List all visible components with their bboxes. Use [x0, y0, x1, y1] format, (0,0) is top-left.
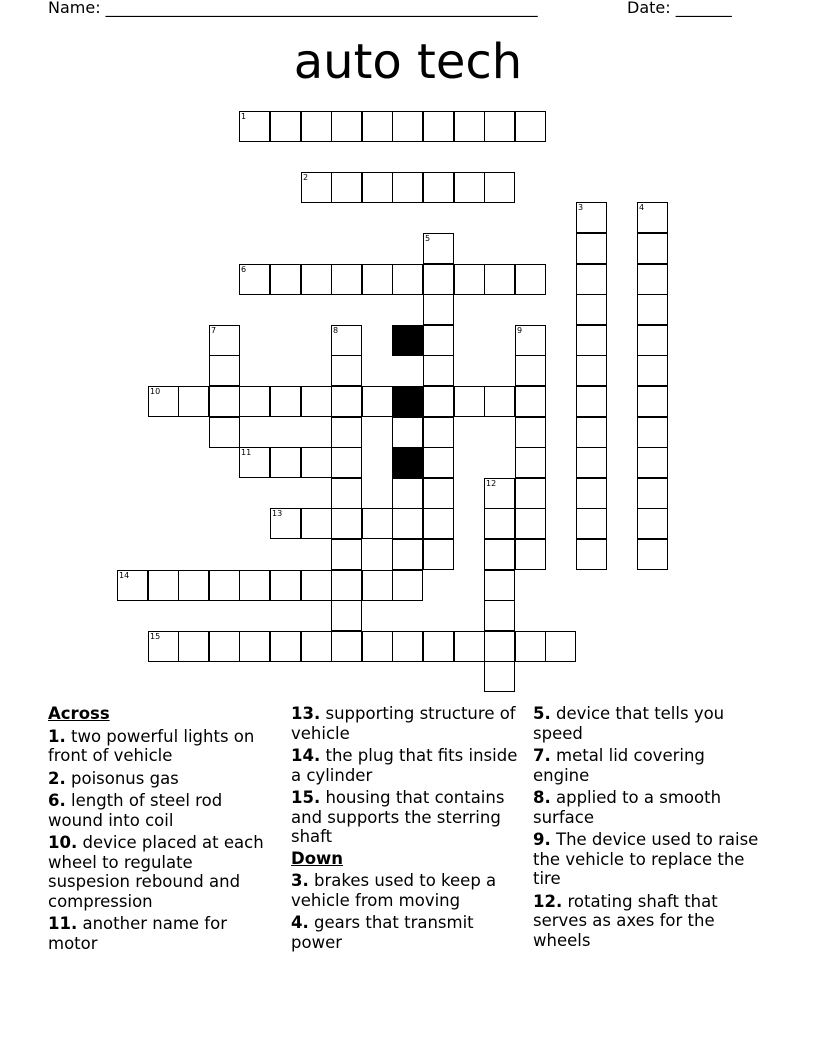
crossword-cell[interactable]: [331, 631, 362, 662]
crossword-cell[interactable]: [331, 447, 362, 478]
crossword-cell[interactable]: [392, 631, 423, 662]
crossword-cell[interactable]: [148, 386, 179, 417]
cell-number: 10: [150, 387, 161, 396]
crossword-cell[interactable]: [270, 570, 301, 601]
clue-down-4: 4. gears that transmit power: [291, 913, 474, 952]
cell-number: 6: [241, 265, 247, 274]
clue-across-1: 1. two powerful lights on front of vehicle: [48, 726, 255, 765]
crossword-cell[interactable]: [392, 111, 423, 142]
crossword-cell[interactable]: [423, 417, 454, 448]
clues-column-1: [48, 702, 278, 953]
crossword-cell[interactable]: [576, 264, 607, 295]
crossword-cell[interactable]: [484, 264, 515, 295]
crossword-cell[interactable]: [637, 539, 668, 570]
crossword-cell[interactable]: [270, 111, 301, 142]
across-heading: Across: [48, 704, 110, 723]
crossword-cell[interactable]: [454, 111, 485, 142]
crossword-cell[interactable]: [484, 478, 515, 509]
crossword-cell[interactable]: [576, 508, 607, 539]
crossword-cell[interactable]: [637, 264, 668, 295]
crossword-cell[interactable]: [362, 111, 393, 142]
crossword-cell[interactable]: [209, 355, 240, 386]
crossword-cell[interactable]: [239, 570, 270, 601]
crossword-cell[interactable]: [576, 417, 607, 448]
crossword-cell[interactable]: [301, 570, 332, 601]
crossword-cell[interactable]: [362, 631, 393, 662]
cell-number: 11: [241, 448, 252, 457]
crossword-cell[interactable]: [239, 386, 270, 417]
crossword-cell[interactable]: [362, 386, 393, 417]
crossword-cell[interactable]: [515, 631, 546, 662]
crossword-cell[interactable]: [423, 264, 454, 295]
crossword-cell[interactable]: [576, 294, 607, 325]
clue-across-15: 15. housing that contains and supports the sterring shaft: [291, 788, 505, 846]
clue-across-13: 13. supporting structure of vehicle: [291, 704, 516, 743]
crossword-cell[interactable]: [515, 508, 546, 539]
cell-number: 1: [241, 112, 247, 121]
crossword-cell[interactable]: [331, 508, 362, 539]
crossword-cell[interactable]: [178, 631, 209, 662]
crossword-cell[interactable]: [331, 325, 362, 356]
cell-number: 9: [517, 326, 523, 335]
down-heading: Down: [291, 848, 344, 868]
crossword-cell[interactable]: [270, 631, 301, 662]
crossword-cell[interactable]: [423, 386, 454, 417]
clue-down-5: 5. device that tells you speed: [533, 704, 725, 743]
crossword-cell[interactable]: [637, 355, 668, 386]
crossword-cell[interactable]: [331, 172, 362, 203]
crossword-cell[interactable]: [454, 172, 485, 203]
crossword-cell[interactable]: [392, 539, 423, 570]
clue-down-9: 9. The device used to raise the vehicle to replace the tire: [533, 830, 759, 888]
crossword-cell[interactable]: [484, 600, 515, 631]
cell-number: 7: [211, 326, 217, 335]
crossword-cell[interactable]: [423, 508, 454, 539]
cell-number: 8: [333, 326, 339, 335]
crossword-cell[interactable]: [637, 508, 668, 539]
crossword-cell[interactable]: [148, 570, 179, 601]
crossword-cell[interactable]: [515, 111, 546, 142]
crossword-cell[interactable]: [209, 631, 240, 662]
crossword-cell[interactable]: [392, 478, 423, 509]
crossword-cell[interactable]: [362, 264, 393, 295]
crossword-cell[interactable]: [576, 325, 607, 356]
crossword-cell[interactable]: [392, 417, 423, 448]
crossword-cell[interactable]: [362, 172, 393, 203]
crossword-cell[interactable]: [239, 631, 270, 662]
crossword-cell[interactable]: [270, 264, 301, 295]
crossword-cell[interactable]: [423, 447, 454, 478]
crossword-cell[interactable]: [576, 447, 607, 478]
crossword-cell[interactable]: [301, 111, 332, 142]
crossword-cell[interactable]: [454, 264, 485, 295]
crossword-cell[interactable]: [178, 386, 209, 417]
crossword-cell[interactable]: [637, 233, 668, 264]
crossword-cell[interactable]: [209, 417, 240, 448]
crossword-cell[interactable]: [423, 355, 454, 386]
crossword-cell[interactable]: [423, 111, 454, 142]
crossword-cell[interactable]: [637, 202, 668, 233]
crossword-cell[interactable]: [239, 264, 270, 295]
page-title: auto tech: [293, 34, 523, 90]
crossword-cell[interactable]: [484, 386, 515, 417]
crossword-cell[interactable]: [392, 508, 423, 539]
crossword-cell[interactable]: [239, 111, 270, 142]
crossword-cell[interactable]: [484, 570, 515, 601]
crossword-cell[interactable]: [331, 478, 362, 509]
cell-number: 13: [272, 509, 283, 518]
crossword-cell[interactable]: [637, 478, 668, 509]
crossword-cell[interactable]: [515, 417, 546, 448]
crossword-cell[interactable]: [484, 661, 515, 692]
crossword-cell[interactable]: [209, 570, 240, 601]
crossword-cell[interactable]: [331, 417, 362, 448]
crossword-cell[interactable]: [576, 478, 607, 509]
crossword-cell[interactable]: [545, 631, 576, 662]
crossword-cell[interactable]: [576, 202, 607, 233]
clue-down-7: 7. metal lid covering engine: [533, 746, 705, 785]
cell-number: 2: [303, 173, 309, 182]
crossword-cell[interactable]: [117, 570, 148, 601]
crossword-cell[interactable]: [301, 264, 332, 295]
crossword-cell[interactable]: [423, 478, 454, 509]
crossword-cell[interactable]: [515, 264, 546, 295]
crossword-cell[interactable]: [392, 264, 423, 295]
crossword-cell[interactable]: [423, 294, 454, 325]
crossword-cell[interactable]: [178, 570, 209, 601]
crossword-cell[interactable]: [576, 539, 607, 570]
crossword-cell[interactable]: [576, 355, 607, 386]
cell-number: 15: [150, 632, 161, 641]
crossword-cell[interactable]: [515, 447, 546, 478]
clue-across-6: 6. length of steel rod wound into coil: [48, 791, 223, 830]
crossword-cell[interactable]: [331, 111, 362, 142]
crossword-cell[interactable]: [515, 325, 546, 356]
crossword-cell[interactable]: [423, 233, 454, 264]
crossword-cell[interactable]: [637, 294, 668, 325]
crossword-cell[interactable]: [331, 386, 362, 417]
crossword-cell[interactable]: [423, 172, 454, 203]
clue-down-12: 12. rotating shaft that serves as axes for the wheels: [533, 891, 718, 950]
name-field-label: Name: ______________________________________________________: [48, 0, 538, 17]
clue-across-11: 11. another name for motor: [48, 914, 227, 953]
clue-across-10: 10. device placed at each wheel to regulate suspesion rebound and compression: [48, 833, 264, 911]
clues-column-2: [291, 702, 527, 952]
cell-number: 14: [119, 571, 130, 580]
crossword-cell[interactable]: [239, 447, 270, 478]
crossword-cell[interactable]: [209, 386, 240, 417]
crossword-cell[interactable]: [484, 539, 515, 570]
crossword-cell[interactable]: [270, 508, 301, 539]
crossword-cell[interactable]: [392, 570, 423, 601]
crossword-cell[interactable]: [423, 631, 454, 662]
crossword-cell[interactable]: [423, 325, 454, 356]
crossword-cell[interactable]: [515, 539, 546, 570]
crossword-cell[interactable]: [301, 447, 332, 478]
clue-across-14: 14. the plug that fits inside a cylinder: [291, 746, 518, 785]
crossword-cell[interactable]: [331, 355, 362, 386]
crossword-cell[interactable]: [484, 508, 515, 539]
clues-column-3: [533, 702, 763, 950]
crossword-block: [392, 325, 423, 356]
crossword-cell[interactable]: [484, 111, 515, 142]
crossword-block: [392, 447, 423, 478]
crossword-cell[interactable]: [209, 325, 240, 356]
crossword-cell[interactable]: [637, 386, 668, 417]
clue-down-3: 3. brakes used to keep a vehicle from moving: [291, 871, 497, 910]
crossword-cell[interactable]: [637, 417, 668, 448]
crossword-cell[interactable]: [637, 447, 668, 478]
crossword-cell[interactable]: [454, 631, 485, 662]
clue-across-2: 2. poisonus gas: [48, 768, 179, 788]
crossword-cell[interactable]: [454, 386, 485, 417]
crossword-cell[interactable]: [301, 172, 332, 203]
crossword-cell[interactable]: [148, 631, 179, 662]
crossword-cell[interactable]: [515, 355, 546, 386]
cell-number: 12: [486, 479, 497, 488]
crossword-cell[interactable]: [301, 386, 332, 417]
crossword-cell[interactable]: [331, 570, 362, 601]
crossword-cell[interactable]: [331, 539, 362, 570]
crossword-cell[interactable]: [423, 539, 454, 570]
crossword-cell[interactable]: [362, 508, 393, 539]
crossword-block: [392, 386, 423, 417]
crossword-cell[interactable]: [301, 508, 332, 539]
crossword-cell[interactable]: [362, 570, 393, 601]
cell-number: 3: [578, 203, 584, 212]
crossword-cell[interactable]: [484, 631, 515, 662]
crossword-cell[interactable]: [392, 172, 423, 203]
crossword-cell[interactable]: [270, 386, 301, 417]
clue-down-8: 8. applied to a smooth surface: [533, 788, 722, 827]
crossword-cell[interactable]: [576, 386, 607, 417]
crossword-cell[interactable]: [331, 600, 362, 631]
crossword-cell[interactable]: [576, 233, 607, 264]
cell-number: 4: [639, 203, 645, 212]
cell-number: 5: [425, 234, 431, 243]
crossword-cell[interactable]: [484, 172, 515, 203]
crossword-cell[interactable]: [637, 325, 668, 356]
crossword-cell[interactable]: [270, 447, 301, 478]
crossword-cell[interactable]: [331, 264, 362, 295]
crossword-cell[interactable]: [515, 478, 546, 509]
crossword-cell[interactable]: [301, 631, 332, 662]
crossword-cell[interactable]: [515, 386, 546, 417]
date-field-label: Date: _______: [627, 0, 732, 17]
